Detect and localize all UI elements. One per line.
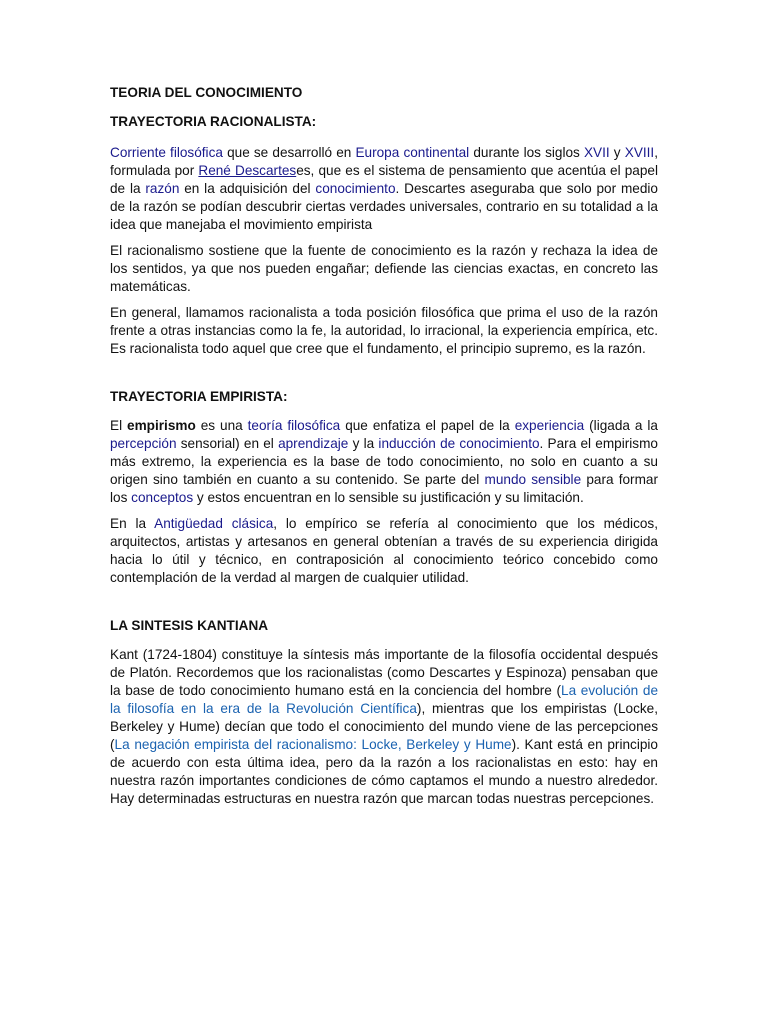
link-siglo-xvii[interactable]: XVII <box>583 145 610 160</box>
link-conocimiento[interactable]: conocimiento <box>315 181 396 196</box>
link-razon[interactable]: razón <box>145 181 180 196</box>
paragraph-racionalista-3: En general, llamamos racionalista a toda posición filosófica que prima el uso de la razón frente a otras instancias como la fe, la autoridad, lo irracional, la experiencia empírica, etc. Es racionalista todo aquel que cree que el fundamento, el principio supremo, es la razón. <box>110 305 658 356</box>
link-aprendizaje[interactable]: aprendizaje <box>278 436 349 451</box>
paragraph-racionalista-2: El racionalismo sostiene que la fuente de conocimiento es la razón y rechaza la idea de los sentidos, ya que nos pueden engañar; defiende las ciencias exactas, en concreto las matemáticas. <box>110 243 658 294</box>
link-corriente-filosofica[interactable]: Corriente filosófica <box>110 145 223 160</box>
link-percepcion[interactable]: percepción <box>110 436 177 451</box>
document-title: TEORIA DEL CONOCIMIENTO <box>110 85 303 100</box>
document-page <box>110 84 658 816</box>
paragraph-empirista-2: En la Antigüedad clásica, lo empírico se refería al conocimiento que los médicos, arquitectos, artistas y artesanos en general obtenían a través de su experiencia dirigida hacia lo útil y técnico, en contraposición al conocimiento teórico concebido como contemplación de la verdad al margen de cualquier utilidad. <box>110 516 659 585</box>
bold-empirismo: empirismo <box>127 418 196 433</box>
heading-kantiana: LA SINTESIS KANTIANA <box>110 618 269 633</box>
link-conceptos[interactable]: conceptos <box>131 490 194 505</box>
paragraph-empirista-1: El empirismo es una teoría filosófica que enfatiza el papel de la experiencia (ligada a la percepción sensorial) en el aprendizaje y la inducción de conocimiento. Para el empirismo más extremo, la experiencia es la base de todo conocimiento, no solo en cuanto a su origen sino también en cuanto a su contenido. Se parte del mundo sensible para formar los conceptos y estos encuentran en lo sensible su justificación y su limitación. <box>110 418 658 505</box>
link-induccion-de-conocimiento[interactable]: inducción de conocimiento <box>378 436 540 451</box>
link-teoria-filosofica[interactable]: teoría filosófica <box>247 418 341 433</box>
link-rene-descartes[interactable]: René Descartes <box>198 163 297 178</box>
link-europa-continental[interactable]: Europa continental <box>355 145 470 160</box>
link-mundo-sensible[interactable]: mundo sensible <box>484 472 582 487</box>
paragraph-kantiana-1: Kant (1724-1804) constituye la síntesis más importante de la filosofía occidental después de Platón. Recordemos que los racionalistas (como Descartes y Espinoza) pensaban que la base de todo conocimiento humano está en la conciencia del hombre (La evolución de la filosofía en la era de la Revolución Científica), mientras que los empiristas (Locke, Berkeley y Hume) decían que todo el conocimiento del mundo viene de las percepciones (La negación empirista del racionalismo: Locke, Berkeley y Hume). Kant está en principio de acuerdo con esta última idea, pero da la razón a los racionalistas en esto: hay en nuestra razón importantes condiciones de cómo captamos el mundo a nuestro alrededor. Hay determinadas estructuras en nuestra razón que marcan todas nuestras percepciones. <box>110 647 659 806</box>
paragraph-racionalista-1: Corriente filosófica que se desarrolló en Europa continental durante los siglos XVII y XVIII, formulada por René Descarteses, que es el sistema de pensamiento que acentúa el papel de la razón en la adquisición del conocimiento. Descartes aseguraba que solo por medio de la razón se podían descubrir ciertas verdades universales, contrario en su totalidad a la idea que manejaba el movimiento empirista <box>110 145 658 232</box>
link-negacion-empirista[interactable]: La negación empirista del racionalismo: Locke, Berkeley y Hume <box>114 737 512 752</box>
heading-empirista: TRAYECTORIA EMPIRISTA: <box>110 389 288 404</box>
heading-racionalista: TRAYECTORIA RACIONALISTA: <box>110 114 317 129</box>
link-siglo-xviii[interactable]: XVIII <box>624 145 655 160</box>
link-evolucion-filosofia[interactable]: La evolución de la filosofía en la era de la Revolución Científica <box>110 683 659 716</box>
link-antiguedad-clasica[interactable]: Antigüedad clásica <box>154 516 274 531</box>
link-experiencia[interactable]: experiencia <box>514 418 585 433</box>
